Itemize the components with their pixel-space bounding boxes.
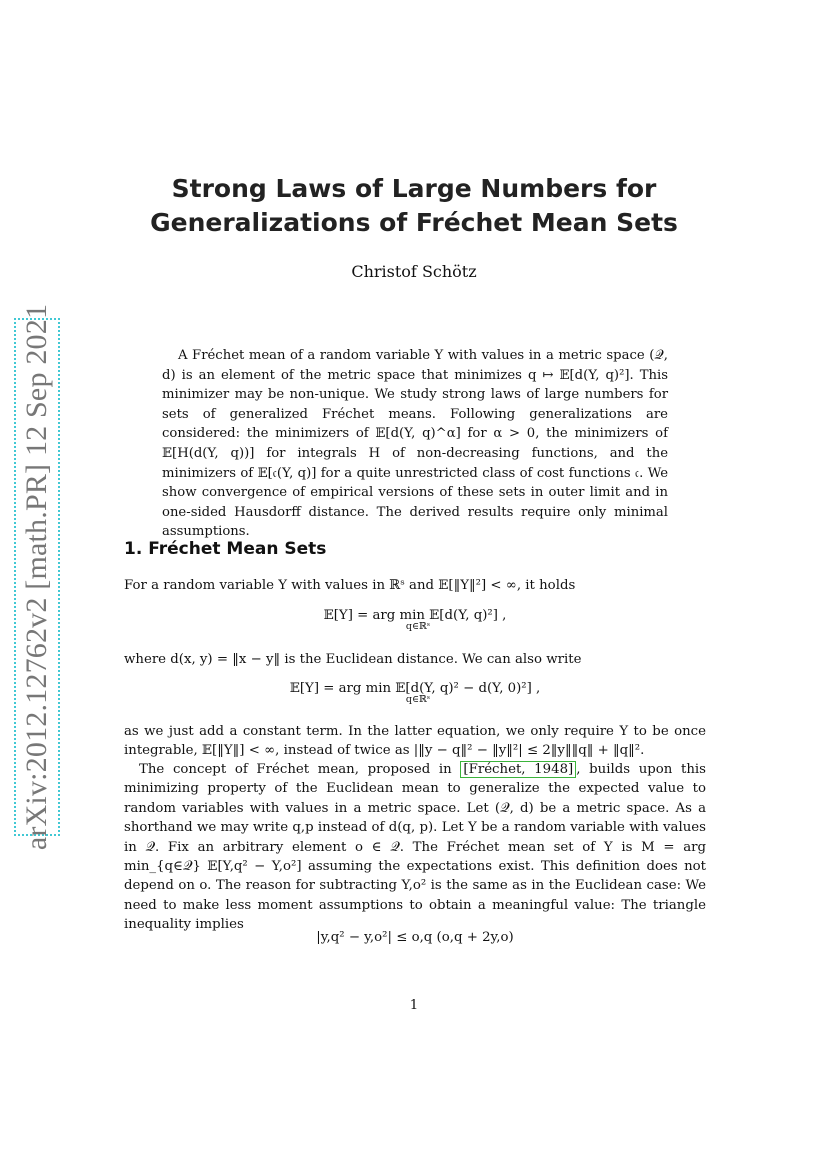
paragraph-1: For a random variable Y with values in ℝˢ and 𝔼[‖Y‖²] < ∞, it holds bbox=[124, 578, 576, 593]
paper-title-line-1: Strong Laws of Large Numbers for bbox=[171, 174, 657, 203]
abstract bbox=[162, 346, 668, 542]
paragraph-3: as we just add a constant term. In the latter equation, we only require Y to be once integrable, 𝔼[‖Y‖] < ∞, instead of twice as |‖y − q‖² − ‖y‖²| ≤ 2‖y‖‖q‖ + ‖q‖². bbox=[124, 724, 706, 759]
equation-1: 𝔼[Y] = arg min 𝔼[d(Y, q)²] , q∈ℝˢ bbox=[323, 608, 507, 632]
page-number: 1 bbox=[409, 998, 419, 1013]
citation-link[interactable]: [Fréchet, 1948] bbox=[460, 761, 576, 778]
equation-3: |y,q² − y,o²| ≤ o,q (o,q + 2y,o) bbox=[316, 930, 514, 945]
author: Christof Schötz bbox=[351, 262, 477, 281]
abstract-text: A Fréchet mean of a random variable Y with values in a metric space (𝒬, d) is an element of the metric space that minimizes q ↦ 𝔼[d(Y, q)²]. This minimizer may be non-unique. We study strong laws of large numbers for sets of generalized Fréchet means. Following generalizations are considered: the minimizers of 𝔼[d(Y, q)^α] for α > 0, the minimizers of 𝔼[H(d(Y, q))] for integrals H of non-decreasing functions, and the minimizers of 𝔼[𝔠(Y, q)] for a quite unrestricted class of cost functions 𝔠. We show convergence of empirical versions of these sets in outer limit and in one-sided Hausdorff distance. The derived results require only minimal assumptions. bbox=[162, 348, 668, 540]
equation-2: 𝔼[Y] = arg min 𝔼[d(Y, q)² − d(Y, 0)²] , q∈ℝˢ bbox=[289, 681, 541, 705]
paper-title-line-2: Generalizations of Fréchet Mean Sets bbox=[150, 208, 678, 237]
paragraph-2: where d(x, y) = ‖x − y‖ is the Euclidean distance. We can also write bbox=[124, 652, 582, 667]
paragraph-4: The concept of Fréchet mean, proposed in [Fréchet, 1948] , builds upon this minimizing property of the Euclidean mean to generalize the expected value to random variables with values in a metric space. Let (𝒬, d) be a metric space. As a shorthand we may write q,p instead of d(q, p). Let Y be a random variable with values in 𝒬. Fix an arbitrary element o ∈ 𝒬. The Fréchet mean set of Y is M = arg min_{q∈𝒬} 𝔼[Y,q² − Y,o²] assuming the expectations exist. This definition does not depend on o. The reason for subtracting Y,o² is the same as in the Euclidean case: We need to make less moment assumptions to obtain a meaningful value: The triangle inequality implies bbox=[124, 762, 707, 933]
section-heading: 1. Fréchet Mean Sets bbox=[124, 539, 327, 559]
arxiv-identifier: arXiv:2012.12762v2 [math.PR] 12 Sep 2021 bbox=[20, 303, 53, 851]
